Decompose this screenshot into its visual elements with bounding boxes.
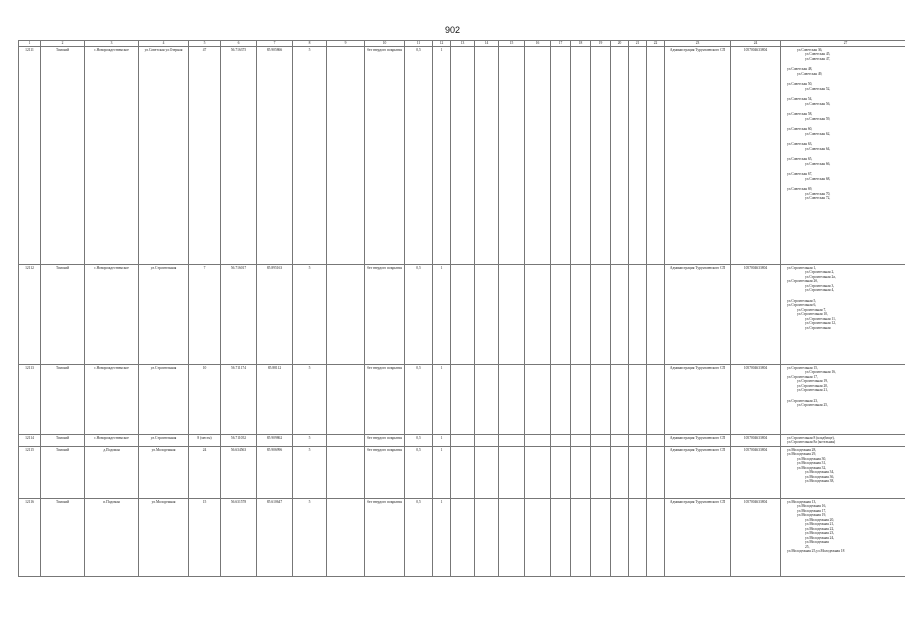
empty-cell-cell <box>327 47 365 265</box>
length-km-cell: 0,5 <box>405 446 433 498</box>
road-number-cell: 10 <box>189 365 221 435</box>
table-row <box>19 47 905 265</box>
empty-cell <box>451 435 475 447</box>
empty-cell <box>551 265 571 365</box>
latitude-cell: 56.716017 <box>221 265 257 365</box>
address-line: ул.Молодежная 28, <box>787 447 817 452</box>
column-number-cell: 17 <box>551 41 571 47</box>
address-line: ул.Советская 62, <box>805 131 831 136</box>
address-line: ул.Советская 49, <box>797 71 823 76</box>
address-line: ул.Строительная 11, <box>805 316 836 321</box>
empty-cell <box>591 47 611 265</box>
category-cell: 5 <box>293 265 327 365</box>
empty-cell <box>629 498 647 576</box>
address-line: ул.Строительная 2б, <box>787 279 819 284</box>
column-number-cell: 21 <box>629 41 647 47</box>
address-line: ул.Строительная 4, <box>805 288 835 293</box>
category-cell: 5 <box>293 47 327 265</box>
lanes-cell: 1 <box>433 365 451 435</box>
record-id-cell: 12115 <box>19 446 41 498</box>
empty-cell <box>611 265 629 365</box>
lanes-cell: 1 <box>433 498 451 576</box>
address-line: ул.Молодежная 38, <box>805 479 835 484</box>
empty-cell <box>475 446 499 498</box>
address-line: ул.Строительная 21, <box>797 388 828 393</box>
address-line: ул.Молодежная 32, <box>797 465 827 470</box>
empty-cell <box>611 446 629 498</box>
empty-cell-cell <box>327 435 365 447</box>
column-number-cell: 16 <box>525 41 551 47</box>
column-number-cell: 4 <box>139 41 189 47</box>
ogrn-cell: 1057004633804 <box>731 435 781 447</box>
empty-cell <box>629 435 647 447</box>
ogrn-cell: 1057004633804 <box>731 365 781 435</box>
address-line: ул.Советская 60, <box>787 127 813 132</box>
empty-cell <box>551 47 571 265</box>
address-line: ул.Советская 45, <box>805 52 831 57</box>
length-km-cell: 0,5 <box>405 365 433 435</box>
road-number-cell: 24 <box>189 446 221 498</box>
settlement-cell: с.Новорождественское <box>85 435 139 447</box>
category-cell: 5 <box>293 498 327 576</box>
empty-cell <box>629 47 647 265</box>
column-number-cell: 7 <box>257 41 293 47</box>
category-cell: 5 <box>293 446 327 498</box>
address-line: ул.Советская 65, <box>787 157 813 162</box>
address-line: ул.Советская 67, <box>787 172 813 177</box>
lanes-cell: 1 <box>433 435 451 447</box>
column-number-cell: 20 <box>611 41 629 47</box>
empty-cell <box>499 435 525 447</box>
district-cell: Томский <box>41 265 85 365</box>
empty-cell <box>551 446 571 498</box>
address-line: ул.Строительная 16, <box>805 370 836 375</box>
address-line: ул.Молодежная 21, <box>805 522 835 527</box>
district-cell: Томский <box>41 435 85 447</box>
address-line: ул.Молодежная 20, <box>805 517 835 522</box>
empty-cell <box>499 265 525 365</box>
empty-cell <box>591 265 611 365</box>
table-row <box>19 446 905 498</box>
address-line: ул.Строительная 1, <box>787 266 817 270</box>
longitude-cell: 85.909862 <box>257 435 293 447</box>
category-cell: 5 <box>293 435 327 447</box>
address-line: ул.Строительная 23, <box>787 398 818 403</box>
address-line: ул.Строительная 15, <box>787 366 818 370</box>
empty-cell <box>571 265 591 365</box>
address-line: ул.Молодежная 31, <box>797 461 827 466</box>
record-id-cell: 12116 <box>19 498 41 576</box>
address-line: ул.Молодежная 13, <box>787 499 817 504</box>
longitude-cell: 85.895163 <box>257 265 293 365</box>
address-line: ул.Советская 54, <box>787 97 813 102</box>
street-cell: ул.Советская ул.Озерная <box>139 47 189 265</box>
empty-cell <box>475 435 499 447</box>
empty-cell <box>611 365 629 435</box>
length-km-cell: 0,5 <box>405 435 433 447</box>
address-line: ул.Строительная 12, <box>805 321 836 326</box>
column-number-cell: 10 <box>365 41 405 47</box>
record-id-cell: 12111 <box>19 47 41 265</box>
empty-cell <box>451 365 475 435</box>
empty-cell <box>451 498 475 576</box>
surface-type-cell: без твердого покрытия <box>365 47 405 265</box>
column-number-cell: 18 <box>571 41 591 47</box>
empty-cell-cell <box>327 265 365 365</box>
table-row <box>19 365 905 435</box>
address-line: ул.Строительная 19, <box>797 379 828 384</box>
column-number-cell: 27 <box>781 41 905 47</box>
empty-cell <box>551 365 571 435</box>
address-line: ул.Советская 63, <box>787 142 813 147</box>
empty-cell <box>475 265 499 365</box>
empty-cell <box>647 365 665 435</box>
address-line: ул.Молодежная 22, <box>805 526 835 531</box>
empty-cell <box>475 47 499 265</box>
address-line: ул.Советская 58, <box>787 112 813 117</box>
column-number-cell: 22 <box>647 41 665 47</box>
ogrn-cell: 1057004633804 <box>731 446 781 498</box>
address-line: ул.Строительная 17, <box>787 374 818 379</box>
page-number: 902 <box>444 25 461 35</box>
empty-cell <box>647 435 665 447</box>
length-km-cell: 0,5 <box>405 265 433 365</box>
address-line: ул.Молодежная 23, <box>805 531 835 536</box>
road-number-cell: 8 (местн) <box>189 435 221 447</box>
address-line: ул.Молодежная 24, <box>805 535 835 540</box>
administration-cell: Администрация Турунтаевского СП <box>665 47 731 265</box>
ogrn-cell: 1057004633804 <box>731 498 781 576</box>
empty-cell <box>647 47 665 265</box>
address-line: ул.Молодежная 25,ул.Молодежная 18 <box>787 549 845 554</box>
settlement-cell: с.Новорождественское <box>85 47 139 265</box>
column-number-cell: 24 <box>731 41 781 47</box>
empty-cell <box>551 498 571 576</box>
column-number-cell: 8 <box>293 41 327 47</box>
empty-cell <box>571 446 591 498</box>
street-cell: ул.Строительная <box>139 365 189 435</box>
empty-cell <box>571 435 591 447</box>
empty-cell <box>629 365 647 435</box>
empty-cell <box>499 365 525 435</box>
empty-cell <box>451 446 475 498</box>
street-cell: ул.Строительная <box>139 265 189 365</box>
address-line: ул.Строительная 7, <box>797 307 827 312</box>
addresses-cell <box>781 435 905 447</box>
lanes-cell: 1 <box>433 265 451 365</box>
road-number-cell: 7 <box>189 265 221 365</box>
district-cell: Томский <box>41 446 85 498</box>
address-line: ул.Строительная 25, <box>797 403 828 408</box>
address-line: ул.Молодежная <box>805 540 829 545</box>
addresses-cell <box>781 47 905 265</box>
address-line: ул.Строительная 6, <box>787 303 817 308</box>
empty-cell <box>629 265 647 365</box>
empty-cell <box>611 47 629 265</box>
column-number-cell: 12 <box>433 41 451 47</box>
district-cell: Томский <box>41 365 85 435</box>
empty-cell <box>499 47 525 265</box>
table-row <box>19 498 905 576</box>
address-line: ул.Советская 48, <box>787 67 813 72</box>
empty-cell <box>525 265 551 365</box>
address-line: ул.Строительная 3, <box>805 283 835 288</box>
column-number-cell: 5 <box>189 41 221 47</box>
address-line: ул.Советская 64, <box>805 146 831 151</box>
addresses-cell <box>781 265 905 365</box>
length-km-cell: 0,5 <box>405 47 433 265</box>
empty-cell-cell <box>327 498 365 576</box>
administration-cell: Администрация Турунтаевского СП <box>665 265 731 365</box>
empty-cell-cell <box>327 365 365 435</box>
empty-cell <box>591 498 611 576</box>
empty-cell <box>451 47 475 265</box>
address-line: ул.Строительная 10, <box>797 312 828 317</box>
empty-cell-cell <box>327 446 365 498</box>
column-number-cell: 15 <box>499 41 525 47</box>
column-number-cell: 9 <box>327 41 365 47</box>
address-line: ул.Молодежная 36, <box>805 474 835 479</box>
surface-type-cell: без твердого покрытия <box>365 446 405 498</box>
empty-cell <box>525 435 551 447</box>
surface-type-cell: без твердого покрытия <box>365 498 405 576</box>
administration-cell: Администрация Турунтаевского СП <box>665 498 731 576</box>
empty-cell <box>611 435 629 447</box>
empty-cell <box>611 498 629 576</box>
address-line: ул.Молодежная 29, <box>787 452 817 457</box>
empty-cell <box>475 498 499 576</box>
address-line: ул.Советская 66, <box>805 161 831 166</box>
address-line: ул.Молодежная 30, <box>797 456 827 461</box>
administration-cell: Администрация Турунтаевского СП <box>665 435 731 447</box>
column-number-cell: 3 <box>85 41 139 47</box>
addresses-cell <box>781 446 905 498</box>
latitude-cell: 56.716375 <box>221 47 257 265</box>
record-id-cell: 12112 <box>19 265 41 365</box>
address-line: ул.Советская 56, <box>805 101 831 106</box>
address-line: ул.Советская 70, <box>805 191 831 196</box>
surface-type-cell: без твердого покрытия <box>365 265 405 365</box>
settlement-cell: п.Подоман <box>85 498 139 576</box>
longitude-cell: 85.610647 <box>257 498 293 576</box>
address-line: ул.Строительная 2, <box>805 270 835 275</box>
road-number-cell: 15 <box>189 498 221 576</box>
address-line: ул.Советская 47, <box>805 56 831 61</box>
empty-cell <box>629 446 647 498</box>
empty-cell <box>525 365 551 435</box>
empty-cell <box>591 435 611 447</box>
address-line: ул.Строительная 20, <box>797 383 828 388</box>
administration-cell: Администрация Турунтаевского СП <box>665 446 731 498</box>
road-number-cell: 47 <box>189 47 221 265</box>
column-number-cell: 1 <box>19 41 41 47</box>
address-line: ул.Молодежная 16, <box>797 504 827 509</box>
address-line: ул.Молодежная 17, <box>797 508 827 513</box>
table-row <box>19 435 905 447</box>
street-cell: ул.Молодежная <box>139 498 189 576</box>
column-number-cell: 2 <box>41 41 85 47</box>
length-km-cell: 0,5 <box>405 498 433 576</box>
empty-cell <box>647 498 665 576</box>
empty-cell <box>571 365 591 435</box>
empty-cell <box>525 498 551 576</box>
empty-cell <box>571 47 591 265</box>
ogrn-cell: 1057004633804 <box>731 265 781 365</box>
address-line: ул.Строительная 8 (кладбище), <box>787 436 835 440</box>
address-line: ул.Советская 72, <box>805 196 831 201</box>
address-line: ул.Советская 68, <box>805 176 831 181</box>
addresses-cell <box>781 498 905 576</box>
address-line: ул.Советская 36, <box>797 48 823 52</box>
surface-type-cell: без твердого покрытия <box>365 365 405 435</box>
ogrn-cell: 1057004633804 <box>731 47 781 265</box>
column-number-cell: 11 <box>405 41 433 47</box>
empty-cell <box>591 365 611 435</box>
address-line: ул.Строительная <box>805 325 831 330</box>
settlement-cell: д.Подоман <box>85 446 139 498</box>
settlement-cell: с.Новорождественское <box>85 365 139 435</box>
longitude-cell: 85.905866 <box>257 47 293 265</box>
record-id-cell: 12113 <box>19 365 41 435</box>
empty-cell <box>647 446 665 498</box>
empty-cell <box>525 47 551 265</box>
address-line: ул.Советская 69, <box>787 187 813 192</box>
latitude-cell: 56.634563 <box>221 446 257 498</box>
category-cell: 5 <box>293 365 327 435</box>
column-number-cell: 19 <box>591 41 611 47</box>
longitude-cell: 85.88112 <box>257 365 293 435</box>
column-number-cell: 23 <box>665 41 731 47</box>
administration-cell: Администрация Турунтаевского СП <box>665 365 731 435</box>
address-line: ул.Строительная 2а, <box>805 274 836 279</box>
record-id-cell: 12114 <box>19 435 41 447</box>
surface-type-cell: без твердого покрытия <box>365 435 405 447</box>
address-line: ул.Молодежная 19, <box>797 513 827 518</box>
address-line: ул.Строительная 5, <box>787 298 817 303</box>
lanes-cell: 1 <box>433 47 451 265</box>
column-number-cell: 6 <box>221 41 257 47</box>
column-number-cell: 13 <box>451 41 475 47</box>
latitude-cell: 56.711052 <box>221 435 257 447</box>
empty-cell <box>475 365 499 435</box>
empty-cell <box>451 265 475 365</box>
latitude-cell: 56.631578 <box>221 498 257 576</box>
district-cell: Томский <box>41 47 85 265</box>
longitude-cell: 85.906996 <box>257 446 293 498</box>
empty-cell <box>571 498 591 576</box>
latitude-cell: 56.711174 <box>221 365 257 435</box>
address-line: ул.Советская 52, <box>805 86 831 91</box>
street-cell: ул.Молодежная <box>139 446 189 498</box>
column-number-cell: 14 <box>475 41 499 47</box>
address-line: ул.Советская 59, <box>805 116 831 121</box>
table-row <box>19 265 905 365</box>
address-line: ул.Советская 50, <box>787 82 813 87</box>
empty-cell <box>591 446 611 498</box>
empty-cell <box>525 446 551 498</box>
address-line: 25, <box>805 544 810 549</box>
addresses-cell <box>781 365 905 435</box>
empty-cell <box>551 435 571 447</box>
address-line: ул.Строительная 8а (котельная) <box>787 440 836 445</box>
lanes-cell: 1 <box>433 446 451 498</box>
address-line: ул.Молодежная 34, <box>805 470 835 475</box>
empty-cell <box>499 446 525 498</box>
street-cell: ул.Строительная <box>139 435 189 447</box>
empty-cell <box>499 498 525 576</box>
road-registry-table <box>18 40 905 577</box>
empty-cell <box>647 265 665 365</box>
district-cell: Томский <box>41 498 85 576</box>
settlement-cell: с.Новорождественское <box>85 265 139 365</box>
